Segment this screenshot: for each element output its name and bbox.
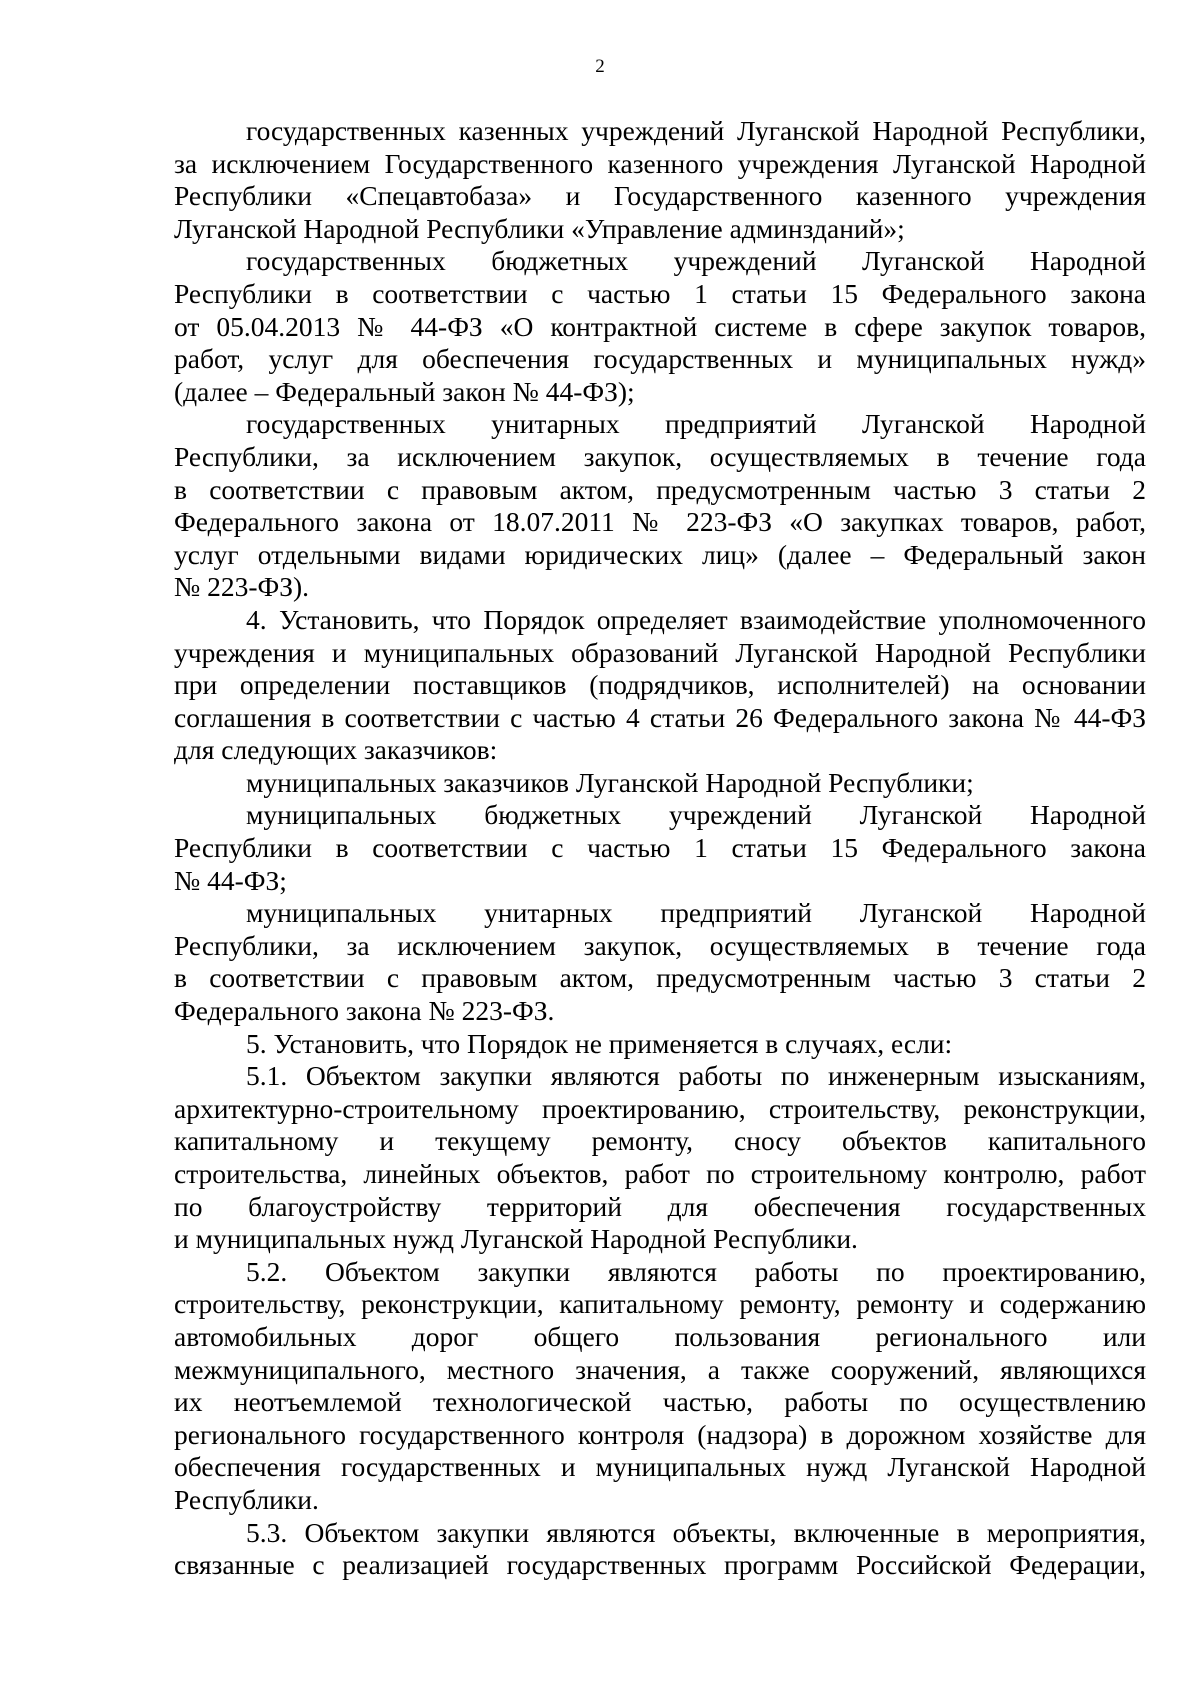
text-line: обеспечения государственных и муниципальных нужд Луганской Народной	[174, 1451, 1146, 1483]
document-body	[174, 115, 1146, 1582]
text-line: 5.2. Объектом закупки являются работы по проектированию,	[246, 1255, 1146, 1287]
text-line: для следующих заказчиков:	[174, 734, 498, 766]
text-line: государственных казенных учреждений Луганской Народной Республики,	[246, 115, 1146, 146]
text-line: 5. Установить, что Порядок не применяется в случаях, если:	[246, 1027, 953, 1059]
text-line: межмуниципального, местного значения, а также сооружений, являющихся	[174, 1353, 1146, 1385]
text-line: Республики в соответствии с частью 1 статьи 15 Федерального закона	[174, 277, 1146, 309]
text-line: муниципальных унитарных предприятий Луганской Народной	[246, 897, 1146, 929]
text-line: по благоустройству территорий для обеспечения государственных	[174, 1190, 1146, 1222]
text-line: Луганской Народной Республики «Управление админзданий»;	[174, 212, 905, 244]
text-line: автомобильных дорог общего пользования регионального или	[174, 1320, 1146, 1352]
text-line: Республики в соответствии с частью 1 статьи 15 Федерального закона	[174, 832, 1146, 864]
text-line: Республики, за исключением закупок, осуществляемых в течение года	[174, 440, 1146, 472]
text-line: муниципальных бюджетных учреждений Луганской Народной	[246, 799, 1146, 831]
text-line: 5.3. Объектом закупки являются объекты, включенные в мероприятия,	[246, 1516, 1146, 1548]
text-line: учреждения и муниципальных образований Луганской Народной Республики	[174, 636, 1146, 668]
text-line: за исключением Государственного казенного учреждения Луганской Народной	[174, 147, 1146, 179]
text-line: Федерального закона № 223-ФЗ.	[174, 995, 555, 1027]
text-line: в соответствии с правовым актом, предусмотренным частью 3 статьи 2	[174, 962, 1146, 994]
text-line: Федерального закона от 18.07.2011 № 223-ФЗ «О закупках товаров, работ,	[174, 506, 1146, 538]
text-line: услуг отдельными видами юридических лиц» (далее – Федеральный закон	[174, 538, 1146, 570]
text-line: № 44-ФЗ;	[174, 864, 287, 896]
text-line: от 05.04.2013 № 44-ФЗ «О контрактной системе в сфере закупок товаров,	[174, 310, 1146, 342]
text-line: государственных унитарных предприятий Луганской Народной	[246, 408, 1146, 440]
text-line: муниципальных заказчиков Луганской Народной Республики;	[246, 766, 974, 798]
text-line: строительству, реконструкции, капитальному ремонту, ремонту и содержанию	[174, 1288, 1146, 1320]
text-line: связанные с реализацией государственных программ Российской Федерации,	[174, 1549, 1146, 1581]
text-line: в соответствии с правовым актом, предусмотренным частью 3 статьи 2	[174, 473, 1146, 505]
text-line: государственных бюджетных учреждений Луганской Народной	[246, 245, 1146, 277]
text-line: Республики.	[174, 1483, 319, 1515]
text-line: Республики «Спецавтобаза» и Государственного казенного учреждения	[174, 180, 1146, 212]
text-line: строительства, линейных объектов, работ по строительному контролю, работ	[174, 1158, 1146, 1189]
text-line: (далее – Федеральный закон № 44-ФЗ);	[174, 375, 635, 407]
text-line: работ, услуг для обеспечения государственных и муниципальных нужд»	[174, 343, 1146, 375]
text-line: и муниципальных нужд Луганской Народной Республики.	[174, 1223, 858, 1255]
text-line: 4. Установить, что Порядок определяет взаимодействие уполномоченного	[246, 603, 1146, 635]
page-number: 2	[595, 56, 605, 77]
text-line: при определении поставщиков (подрядчиков, исполнителей) на основании	[174, 669, 1146, 701]
text-line: № 223-ФЗ).	[174, 571, 310, 603]
text-line: капитальному и текущему ремонту, сносу объектов капитального	[174, 1125, 1146, 1157]
text-line: регионального государственного контроля (надзора) в дорожном хозяйстве для	[174, 1418, 1146, 1450]
text-line: 5.1. Объектом закупки являются работы по инженерным изысканиям,	[246, 1060, 1146, 1092]
text-line: соглашения в соответствии с частью 4 статьи 26 Федерального закона № 44-ФЗ	[174, 701, 1146, 733]
text-line: архитектурно-строительному проектированию, строительству, реконструкции,	[174, 1092, 1146, 1124]
text-line: Республики, за исключением закупок, осуществляемых в течение года	[174, 929, 1146, 961]
text-line: их неотъемлемой технологической частью, работы по осуществлению	[174, 1386, 1146, 1418]
